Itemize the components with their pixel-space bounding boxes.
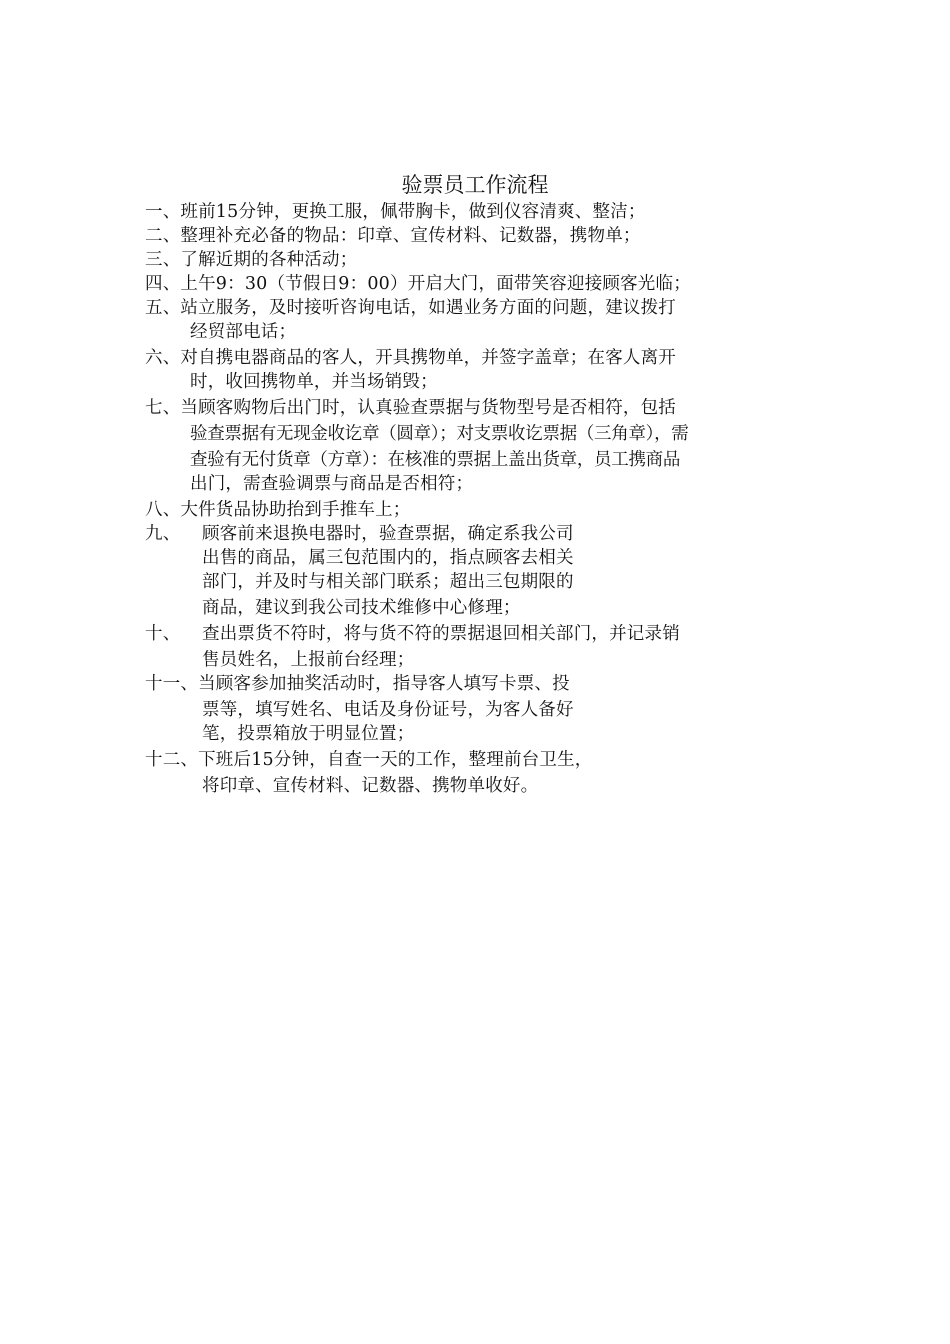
step-continuation: 票等，填写姓名、电话及身份证号，为客人备好 xyxy=(202,700,574,720)
step-text: 了解近期的各种活动； xyxy=(180,250,358,270)
step-text: 下班后15分钟，自查一天的工作，整理前台卫生， xyxy=(198,750,593,770)
list-item xyxy=(145,622,680,646)
step-text: 顾客前来退换电器时，验查票据，确定系我公司 xyxy=(202,524,574,544)
step-continuation: 售员姓名，上报前台经理； xyxy=(202,650,415,670)
step-continuation: 商品，建议到我公司技术维修中心修理； xyxy=(202,598,521,618)
step-text: 整理补充必备的物品：印章、宣传材料、记数器，携物单； xyxy=(180,226,641,246)
step-number: 十一、 xyxy=(145,674,199,694)
list-item xyxy=(145,200,646,224)
step-continuation: 查验有无付货章（方章）：在核准的票据上盖出货章，员工携商品 xyxy=(190,450,681,470)
step-number: 十、 xyxy=(145,624,181,644)
list-item xyxy=(145,224,641,248)
step-text: 当顾客购物后出门时，认真验查票据与货物型号是否相符，包括 xyxy=(180,398,677,418)
step-number: 十二、 xyxy=(145,750,199,770)
step-continuation: 将印章、宣传材料、记数器、携物单收好。 xyxy=(202,776,539,796)
step-text: 大件货品协助抬到手推车上； xyxy=(180,500,411,520)
step-text: 对自携电器商品的客人，开具携物单，并签字盖章；在客人离开 xyxy=(180,348,677,368)
step-continuation: 笔，投票箱放于明显位置； xyxy=(202,724,415,744)
step-continuation: 部门，并及时与相关部门联系；超出三包期限的 xyxy=(202,572,574,592)
document-title: 验票员工作流程 xyxy=(401,173,549,197)
step-continuation: 时，收回携物单，并当场销毁； xyxy=(190,372,438,392)
list-item xyxy=(145,498,411,522)
step-text: 班前15分钟，更换工服，佩带胸卡，做到仪容清爽、整洁； xyxy=(180,202,646,222)
list-item xyxy=(145,296,676,320)
step-number: 六、 xyxy=(145,348,181,368)
step-number: 二、 xyxy=(145,226,181,246)
list-item xyxy=(145,672,570,696)
step-text: 当顾客参加抽奖活动时，指导客人填写卡票、投 xyxy=(198,674,570,694)
list-item xyxy=(145,522,574,546)
step-text: 站立服务，及时接听咨询电话，如遇业务方面的问题，建议拨打 xyxy=(180,298,677,318)
step-number: 五、 xyxy=(145,298,181,318)
step-continuation: 经贸部电话； xyxy=(190,322,297,342)
list-item xyxy=(145,396,676,420)
list-item xyxy=(145,748,592,772)
step-number: 一、 xyxy=(145,202,181,222)
list-item xyxy=(145,346,676,370)
step-continuation: 出门，需查验调票与商品是否相符； xyxy=(190,474,474,494)
step-number: 七、 xyxy=(145,398,181,418)
step-number: 九、 xyxy=(145,524,181,544)
step-text: 查出票货不符时，将与货不符的票据退回相关部门，并记录销 xyxy=(202,624,680,644)
step-number: 三、 xyxy=(145,250,181,270)
list-item xyxy=(145,272,691,296)
step-text: 上午9：30（节假日9：00）开启大门，面带笑容迎接顾客光临； xyxy=(180,274,691,294)
list-item xyxy=(145,248,357,272)
step-number: 八、 xyxy=(145,500,181,520)
step-continuation: 出售的商品，属三包范围内的，指点顾客去相关 xyxy=(202,548,574,568)
step-continuation: 验查票据有无现金收讫章（圆章）；对支票收讫票据（三角章），需 xyxy=(190,424,689,444)
step-number: 四、 xyxy=(145,274,181,294)
